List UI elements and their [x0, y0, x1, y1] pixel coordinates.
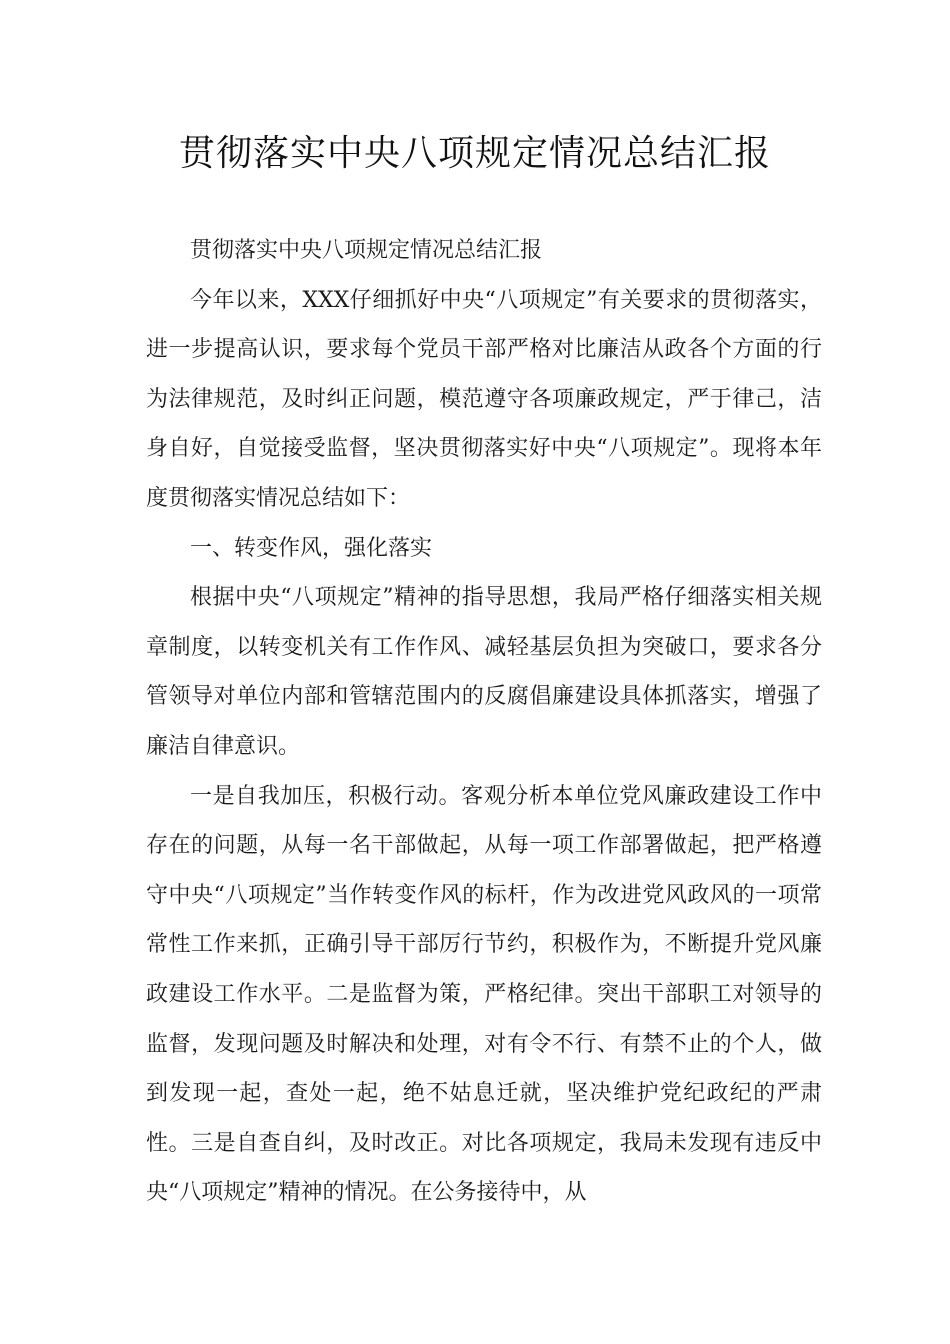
document-body: [146, 226, 822, 1218]
paragraph-subtitle: 贯彻落实中央八项规定情况总结汇报: [190, 238, 543, 263]
paragraph-basis: 根据中央“八项规定”精神的指导思想，我局严格仔细落实相关规章制度，以转变机关有工作作风、减轻基层负担为突破口，要求各分管领导对单位内部和管辖范围内的反腐倡廉建设具体抓落实，增强了廉洁自律意识。: [146, 585, 822, 759]
section-heading: 一、转变作风，强化落实: [190, 535, 433, 561]
paragraph-intro: 今年以来，XXX仔细抓好中央“八项规定”有关要求的贯彻落实，进一步提高认识，要求每个党员干部严格对比廉洁从政各个方面的行为法律规范，及时纠正问题，模范遵守各项廉政规定，严于律己，洁身自好，自觉接受监督，坚决贯彻落实好中央“八项规定”。现将本年度贯彻落实情况总结如下：: [146, 287, 822, 511]
paragraph-measures: 一是自我加压，积极行动。客观分析本单位党风廉政建设工作中存在的问题，从每一名干部做起，从每一项工作部署做起，把严格遵守中央“八项规定”当作转变作风的标杆，作为改进党风政风的一项常常性工作来抓，正确引导干部厉行节约，积极作为，不断提升党风廉政建设工作水平。二是监督为策，严格纪律。突出干部职工对领导的监督，发现问题及时解决和处理，对有令不行、有禁不止的个人，做到发现一起，查处一起，绝不姑息迁就，坚决维护党纪政纪的严肃性。三是自查自纠，及时改正。对比各项规定，我局未发现有违反中央“八项规定”精神的情况。在公务接待中，从: [146, 783, 822, 1206]
document-title: 贯彻落实中央八项规定情况总结汇报: [178, 133, 771, 174]
